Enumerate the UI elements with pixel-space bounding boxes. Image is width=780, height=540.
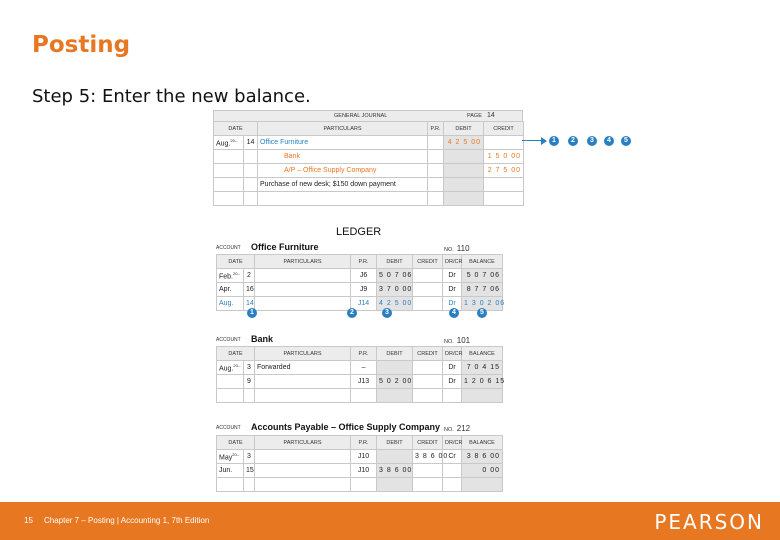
journal-particulars: Bank <box>258 150 428 164</box>
date-month: Jun. <box>217 464 244 478</box>
date-day: 3 <box>244 361 255 375</box>
debit <box>377 450 413 464</box>
credit <box>413 283 443 297</box>
step-marker-2: 2 <box>568 136 578 146</box>
ledger-row <box>217 361 503 375</box>
col-pr: P.R. <box>351 347 377 361</box>
particulars <box>255 464 351 478</box>
journal-pr <box>428 150 444 164</box>
journal-row <box>214 178 524 192</box>
balance: 7 0 4 15 <box>462 361 503 375</box>
journal-col-date: DATE <box>214 122 258 136</box>
journal-credit <box>484 178 524 192</box>
date-month: Apr. <box>217 283 244 297</box>
col-balance: BALANCE <box>462 347 503 361</box>
debit: 4 2 5 00 <box>377 297 413 311</box>
journal-particulars: Purchase of new desk; $150 down payment <box>258 178 428 192</box>
ledger-row <box>217 269 503 283</box>
drcr <box>443 464 462 478</box>
journal-row-blank <box>214 192 524 206</box>
balance: 3 8 6 00 <box>462 450 503 464</box>
journal-debit <box>444 164 484 178</box>
account-header <box>216 242 502 254</box>
step-text: Step 5: Enter the new balance. <box>32 86 311 107</box>
col-balance: BALANCE <box>462 255 503 269</box>
balance: 5 0 7 06 <box>462 269 503 283</box>
year-text: 20-- <box>232 451 240 457</box>
ledger-accounts-payable <box>216 435 503 492</box>
journal-pr <box>428 164 444 178</box>
col-date: DATE <box>217 436 255 450</box>
account-label: ACCOUNT <box>216 425 241 431</box>
step-marker-5: 5 <box>621 136 631 146</box>
journal-credit <box>484 136 524 150</box>
journal-date-month <box>214 178 244 192</box>
account-header <box>216 334 502 346</box>
journal-pr <box>428 178 444 192</box>
account-name: Office Furniture <box>251 242 319 252</box>
year-text: 20-- <box>233 362 241 368</box>
drcr: Dr <box>443 361 462 375</box>
account-number: 110 <box>456 244 470 253</box>
date-day: 15 <box>244 464 255 478</box>
date-day: 16 <box>244 283 255 297</box>
page-number: 15 <box>24 516 33 525</box>
drcr: Dr <box>443 375 462 389</box>
drcr: Dr <box>443 297 462 311</box>
col-balance: BALANCE <box>462 436 503 450</box>
particulars <box>255 269 351 283</box>
col-debit: DEBIT <box>377 436 413 450</box>
journal-page-number: 14 <box>487 112 495 119</box>
ledger-bank <box>216 346 506 403</box>
pearson-logo: PEARSON <box>654 510 764 534</box>
col-credit: CREDIT <box>413 347 443 361</box>
col-drcr: DR/CR <box>443 436 462 450</box>
account-no-label: NO. <box>444 427 454 433</box>
account-label: ACCOUNT <box>216 245 241 251</box>
journal-col-credit: CREDIT <box>484 122 524 136</box>
debit: 5 0 7 06 <box>377 269 413 283</box>
pr: – <box>351 361 377 375</box>
col-drcr: DR/CR <box>443 255 462 269</box>
journal-date-month <box>214 136 244 150</box>
journal-date-day <box>244 178 258 192</box>
ledger-row-blank <box>217 478 503 492</box>
account-number: 101 <box>456 336 471 345</box>
ledger-office-furniture <box>216 254 506 311</box>
pr: J10 <box>351 450 377 464</box>
journal-date-month <box>214 150 244 164</box>
drcr: Dr <box>443 283 462 297</box>
journal-date-day <box>244 150 258 164</box>
account-no-label: NO. <box>444 339 454 345</box>
month-text: Aug. <box>216 140 231 148</box>
balance: 1 2 0 6 15 <box>462 375 503 389</box>
ledger-header-row <box>217 347 503 361</box>
col-particulars: PARTICULARS <box>255 255 351 269</box>
date-month <box>217 361 244 375</box>
debit <box>377 361 413 375</box>
balance: 0 00 <box>462 464 503 478</box>
ledger-marker-5: 5 <box>477 308 487 318</box>
particulars <box>255 297 351 311</box>
col-particulars: PARTICULARS <box>255 436 351 450</box>
step-marker-4: 4 <box>604 136 614 146</box>
journal-title: GENERAL JOURNAL <box>334 113 388 119</box>
ledger-marker-2: 2 <box>347 308 357 318</box>
balance: 1 3 0 2 06 <box>462 297 503 311</box>
account-no-label: NO. <box>444 247 454 253</box>
ledger-marker-3: 3 <box>382 308 392 318</box>
col-particulars: PARTICULARS <box>255 347 351 361</box>
journal-header-row <box>214 122 524 136</box>
year-text: 20-- <box>233 270 241 276</box>
ledger-row <box>217 450 503 464</box>
journal-row <box>214 150 524 164</box>
date-month: Aug. <box>217 297 244 311</box>
journal-debit <box>444 150 484 164</box>
credit <box>413 375 443 389</box>
step-marker-3: 3 <box>587 136 597 146</box>
general-journal-table <box>213 121 524 206</box>
account-name: Bank <box>251 334 274 344</box>
journal-col-debit: DEBIT <box>444 122 484 136</box>
month-text: Aug. <box>219 365 234 373</box>
pr: J9 <box>351 283 377 297</box>
journal-credit: 2 7 5 00 <box>484 164 524 178</box>
credit: 3 8 6 00 <box>413 450 443 464</box>
journal-date-day <box>244 164 258 178</box>
col-debit: DEBIT <box>377 255 413 269</box>
col-pr: P.R. <box>351 255 377 269</box>
ledger-marker-1: 1 <box>247 308 257 318</box>
journal-credit: 1 5 0 00 <box>484 150 524 164</box>
journal-page-label: PAGE <box>467 113 482 119</box>
journal-debit <box>444 178 484 192</box>
journal-particulars: Office Furniture <box>258 136 428 150</box>
ledger-header-row <box>217 255 503 269</box>
arrow-head-icon <box>541 137 547 145</box>
account-name: Accounts Payable – Office Supply Company <box>251 422 441 432</box>
pr: J10 <box>351 464 377 478</box>
particulars <box>255 375 351 389</box>
drcr: Cr <box>443 450 462 464</box>
credit <box>413 297 443 311</box>
col-date: DATE <box>217 255 255 269</box>
col-credit: CREDIT <box>413 255 443 269</box>
col-pr: P.R. <box>351 436 377 450</box>
step-marker-1: 1 <box>549 136 559 146</box>
journal-date-day: 14 <box>244 136 258 150</box>
ledger-row <box>217 464 503 478</box>
particulars: Forwarded <box>255 361 351 375</box>
date-day: 3 <box>244 450 255 464</box>
journal-col-particulars: PARTICULARS <box>258 122 428 136</box>
account-label: ACCOUNT <box>216 337 241 343</box>
debit: 3 8 6 00 <box>377 464 413 478</box>
ledger-row <box>217 375 503 389</box>
pr: J13 <box>351 375 377 389</box>
journal-row <box>214 136 524 150</box>
date-day: 2 <box>244 269 255 283</box>
year-text: 20-- <box>230 137 238 143</box>
slide-title: Posting <box>32 32 131 58</box>
pr: J14 <box>351 297 377 311</box>
journal-row <box>214 164 524 178</box>
date-day: 14 <box>244 297 255 311</box>
particulars <box>255 283 351 297</box>
journal-col-pr: P.R. <box>428 122 444 136</box>
col-date: DATE <box>217 347 255 361</box>
credit <box>413 464 443 478</box>
journal-particulars: A/P – Office Supply Company <box>258 164 428 178</box>
account-number: 212 <box>456 424 471 433</box>
month-text: Feb. <box>219 273 234 281</box>
date-day: 9 <box>244 375 255 389</box>
credit <box>413 269 443 283</box>
account-header <box>216 422 502 434</box>
balance: 8 7 7 06 <box>462 283 503 297</box>
ledger-header-row <box>217 436 503 450</box>
date-month <box>217 269 244 283</box>
month-text: May <box>219 454 233 462</box>
ledger-row-highlight <box>217 297 503 311</box>
ledger-row <box>217 283 503 297</box>
footer-bar <box>0 502 780 540</box>
credit <box>413 361 443 375</box>
col-debit: DEBIT <box>377 347 413 361</box>
date-month <box>217 450 244 464</box>
particulars <box>255 450 351 464</box>
col-drcr: DR/CR <box>443 347 462 361</box>
ledger-row-blank <box>217 389 503 403</box>
ledger-marker-4: 4 <box>449 308 459 318</box>
journal-debit: 4 2 5 00 <box>444 136 484 150</box>
debit: 5 0 2 00 <box>377 375 413 389</box>
date-month <box>217 375 244 389</box>
journal-date-month <box>214 164 244 178</box>
journal-pr <box>428 136 444 150</box>
col-credit: CREDIT <box>413 436 443 450</box>
pr: J6 <box>351 269 377 283</box>
drcr: Dr <box>443 269 462 283</box>
debit: 3 7 0 00 <box>377 283 413 297</box>
ledger-title: LEDGER <box>336 226 382 238</box>
chapter-text: Chapter 7 – Posting | Accounting 1, 7th Edition <box>44 516 210 525</box>
